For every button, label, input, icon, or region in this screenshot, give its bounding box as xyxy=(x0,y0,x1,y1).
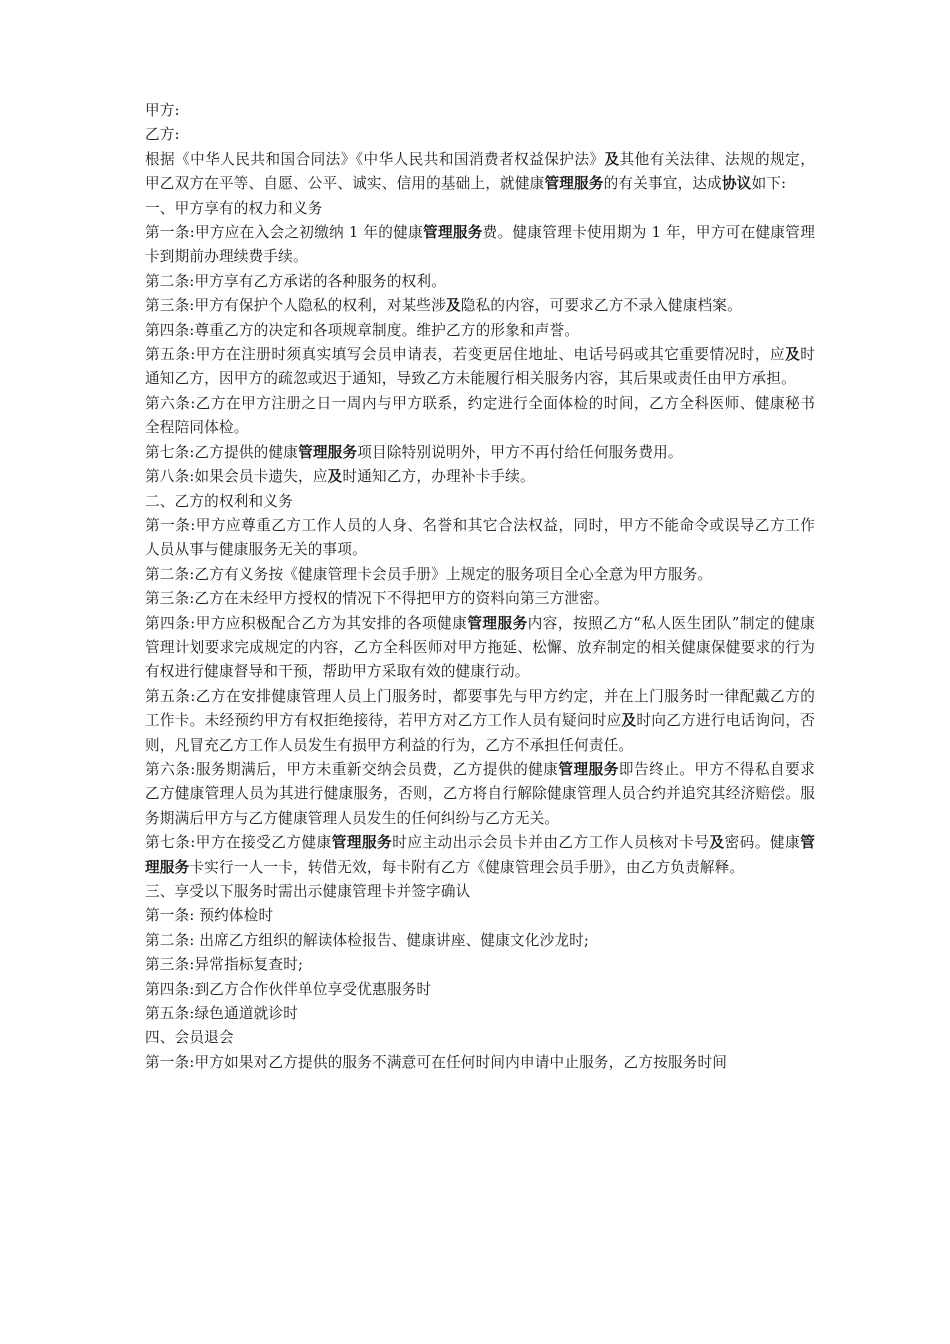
text-run: 第八条:如果会员卡遗失，应 xyxy=(145,468,328,486)
text-run: 时通知乙方，办理补卡手续。 xyxy=(342,468,535,486)
text-run: 第五条:甲方在注册时须真实填写会员申请表，若变更居住地址、电话号码或其它重要情况时，应 xyxy=(145,346,786,364)
text-run: 根据《中华人民共和国合同法》《中华人民共和国消费者权益保护法》 xyxy=(145,150,605,168)
text-run: 第一条: 预约体检时 xyxy=(145,907,274,925)
text-run: 第五条:乙方在安排健康管理人员上门服务时，都要事先与甲方约定，并在上门服务时一律配戴乙方的工作卡。未经预约甲方有权拒绝接待，若甲方对乙方工作人员有疑问时应 xyxy=(145,687,815,730)
clause-paragraph xyxy=(145,904,815,928)
party-b-line: 乙方: xyxy=(145,126,180,144)
clause-paragraph xyxy=(145,441,815,465)
section-heading: 一、甲方享有的权力和义务 xyxy=(145,199,323,217)
clause-paragraph xyxy=(145,221,815,270)
bold-text-run: 及 xyxy=(327,468,343,486)
text-run: 其他有关法律、法规的规定，甲乙双方在平等、自愿、公平、诚实、信用的基础上，就健康 xyxy=(145,150,816,193)
text-run: 第五条:绿色通道就诊时 xyxy=(145,1005,299,1023)
text-run: 时向乙方进行电话询问，否则，凡冒充乙方工作人员发生有损甲方利益的行为，乙方不承担任何责任。 xyxy=(145,712,816,754)
section-heading: 四、会员退会 xyxy=(145,1029,234,1047)
bold-text-run: 及 xyxy=(446,297,461,315)
clause-paragraph xyxy=(145,587,815,611)
clause-paragraph xyxy=(145,1002,815,1026)
clause-paragraph xyxy=(145,343,815,392)
text-run: 项目除特别说明外，甲方不再付给任何服务费用。 xyxy=(357,443,683,461)
text-run: 内容，按照乙方“私人医生团队”制定的健康管理计划要求完成规定的内容，乙方全科医师对甲方拖延、松懈、放弃制定的相关健康保健要求的行为有权进行健康督导和干预，帮助甲方采取有效的健康行动。 xyxy=(145,614,815,681)
bold-text-run: 协议 xyxy=(721,175,752,193)
bold-text-run: 及 xyxy=(709,834,725,852)
text-run: 第六条:乙方在甲方注册之日一周内与甲方联系，约定进行全面体检的时间，乙方全科医师、健康秘书全程陪同体检。 xyxy=(145,394,815,437)
text-run: 时应主动出示会员卡并由乙方工作人员核对卡号 xyxy=(392,834,710,852)
text-run: 第三条:乙方在未经甲方授权的情况下不得把甲方的资料向第三方泄密。 xyxy=(145,590,609,608)
clause-paragraph xyxy=(145,978,815,1002)
text-run: 第三条:甲方有保护个人隐私的权利，对某些涉 xyxy=(145,297,446,315)
bold-text-run: 及 xyxy=(785,346,801,364)
text-run: 密码。健康 xyxy=(724,834,801,852)
clause-paragraph xyxy=(145,929,815,953)
text-run: 第一条:甲方如果对乙方提供的服务不满意可在任何时间内申请中止服务，乙方按服务时间 xyxy=(145,1053,728,1071)
text-run: 第一条:甲方应在入会之初缴纳 1 年的健康 xyxy=(145,224,424,242)
text-run: 的有关事宜，达成 xyxy=(603,175,722,193)
clause-paragraph xyxy=(145,294,815,318)
text-run: 第六条:服务期满后，甲方未重新交纳会员费，乙方提供的健康 xyxy=(145,760,559,778)
text-run: 第二条:甲方享有乙方承诺的各种服务的权利。 xyxy=(145,272,446,290)
bold-text-run: 管理服务 xyxy=(423,224,483,242)
clause-paragraph xyxy=(145,612,815,685)
text-run: 第四条:尊重乙方的决定和各项规章制度。维护乙方的形象和声誉。 xyxy=(145,321,580,339)
bold-text-run: 管理服务 xyxy=(558,760,619,778)
text-run: 第四条:甲方应积极配合乙方为其安排的各项健康 xyxy=(145,614,468,632)
clause-paragraph xyxy=(145,1051,815,1075)
clause-paragraph xyxy=(145,392,815,441)
clause-paragraph xyxy=(145,831,815,880)
text-run: 第三条:异常指标复查时; xyxy=(145,956,304,974)
bold-text-run: 及 xyxy=(604,150,620,168)
section-heading: 三、享受以下服务时需出示健康管理卡并签字确认 xyxy=(145,883,471,900)
bold-text-run: 管理服务 xyxy=(298,443,358,461)
text-run: 第一条:甲方应尊重乙方工作人员的人身、名誉和其它合法权益，同时，甲方不能命令或误导乙方工作人员从事与健康服务无关的事项。 xyxy=(145,516,815,559)
text-run: 如下: xyxy=(751,175,787,193)
text-run: 费。健康管理卡使用期为 1 年，甲方可在健康管理卡到期前办理续费手续。 xyxy=(145,224,815,266)
text-run: 即告终止。甲方不得私自要求乙方健康管理人员为其进行健康服务，否则，乙方将自行解除健康管理人员合约并追究其经济赔偿。服务期满后甲方与乙方健康管理人员发生的任何纠纷与乙方无关。 xyxy=(145,760,815,827)
text-run: 卡实行一人一卡，转借无效，每卡附有乙方《健康管理会员手册》，由乙方负责解释。 xyxy=(189,858,745,876)
text-run: 时通知乙方，因甲方的疏忽或迟于通知，导致乙方未能履行相关服务内容，其后果或责任由甲方承担。 xyxy=(145,346,816,388)
bold-text-run: 管理服务 xyxy=(331,834,393,852)
text-run: 隐私的内容，可要求乙方不录入健康档案。 xyxy=(460,297,742,315)
text-run: 第二条:乙方有义务按《健康管理卡会员手册》上规定的服务项目全心全意为甲方服务。 xyxy=(145,565,713,583)
party-a-line: 甲方: xyxy=(145,102,180,119)
bold-text-run: 管理服务 xyxy=(544,175,604,193)
text-run: 第七条:甲方在接受乙方健康 xyxy=(145,834,332,852)
text-run: 第二条: 出席乙方组织的解读体检报告、健康讲座、健康文化沙龙时; xyxy=(145,931,590,949)
clause-paragraph xyxy=(145,465,815,489)
clause-paragraph xyxy=(145,953,815,977)
bold-text-run: 及 xyxy=(621,712,637,730)
clause-paragraph xyxy=(145,758,815,831)
section-heading: 二、乙方的权利和义务 xyxy=(145,492,293,510)
document-body xyxy=(145,99,815,1075)
bold-text-run: 管理服务 xyxy=(467,614,528,632)
clause-paragraph xyxy=(145,270,815,294)
clause-paragraph xyxy=(145,563,815,587)
text-run: 第七条:乙方提供的健康 xyxy=(145,443,299,461)
clause-paragraph xyxy=(145,319,815,343)
bold-text-run: 管理服务 xyxy=(145,834,816,876)
clause-paragraph xyxy=(145,685,815,758)
preamble-paragraph xyxy=(145,148,815,197)
clause-paragraph xyxy=(145,514,815,563)
text-run: 第四条:到乙方合作伙伴单位享受优惠服务时 xyxy=(145,980,432,998)
